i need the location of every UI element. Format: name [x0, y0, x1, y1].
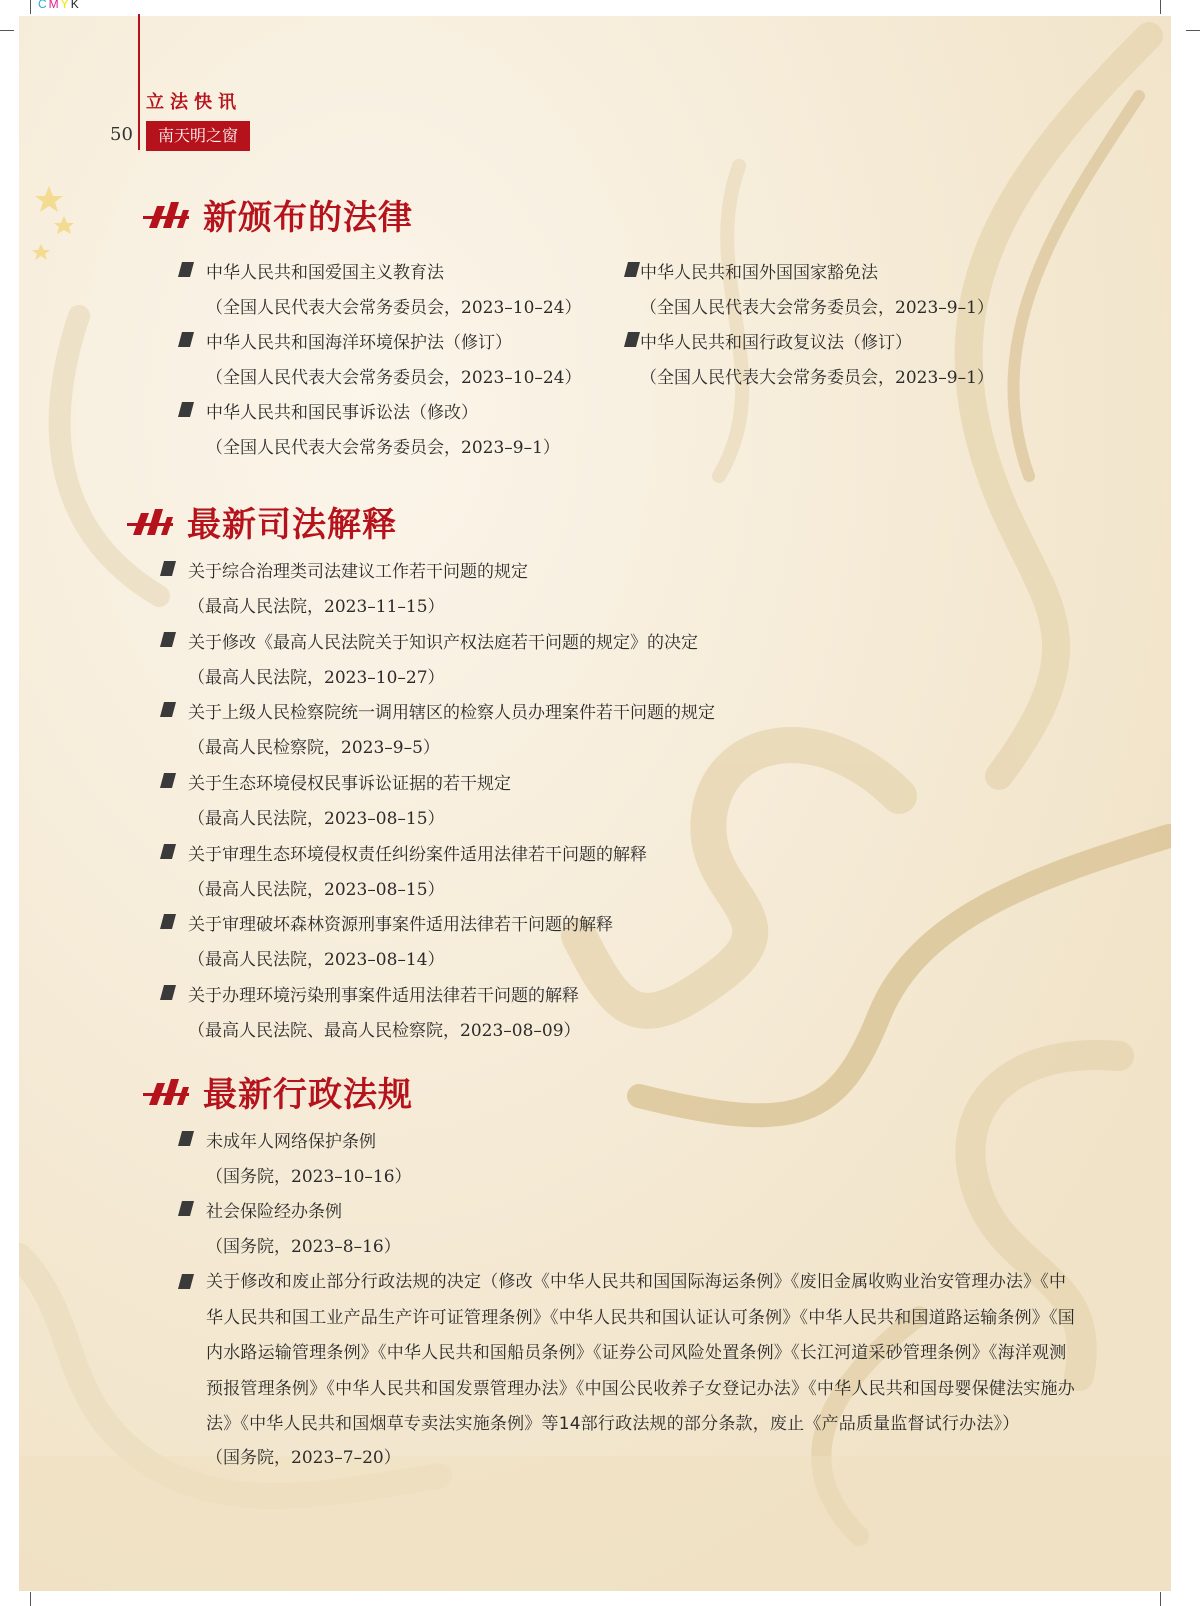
- item-title: 关于审理破坏森林资源刑事案件适用法律若干问题的解释: [188, 915, 613, 935]
- section-title-laws: [143, 190, 413, 239]
- bullet-icon: [160, 914, 176, 929]
- column-badge: 南天明之窗: [146, 121, 250, 151]
- section-slash-icon: [143, 1079, 189, 1105]
- bullet-icon: [178, 1274, 194, 1289]
- section-title-text: 最新行政法规: [203, 1075, 413, 1115]
- cmyk-registration-marks: CMYK: [38, 0, 81, 11]
- item-note: （全国人民代表大会常务委员会，2023–10–24）: [206, 368, 582, 388]
- item-note: （国务院，2023–10–16）: [206, 1167, 412, 1187]
- item-title: 关于上级人民检察院统一调用辖区的检察人员办理案件若干问题的规定: [188, 703, 715, 723]
- item-title: 关于修改《最高人民法院关于知识产权法庭若干问题的规定》的决定: [188, 633, 698, 653]
- section-title-text: 新颁布的法律: [203, 198, 413, 238]
- item-title: 中华人民共和国爱国主义教育法: [206, 263, 444, 283]
- item-title: 关于生态环境侵权民事诉讼证据的若干规定: [188, 774, 511, 794]
- item-title: 社会保险经办条例: [206, 1202, 342, 1222]
- bullet-icon: [160, 702, 176, 717]
- item-note: （全国人民代表大会常务委员会，2023–10–24）: [206, 298, 582, 318]
- item-title: 中华人民共和国海洋环境保护法（修订）: [206, 333, 512, 353]
- section-title-judicial: [127, 497, 397, 546]
- section-slash-icon: [143, 202, 189, 228]
- item-title: 关于办理环境污染刑事案件适用法律若干问题的解释: [188, 986, 579, 1006]
- bullet-icon: [160, 561, 176, 576]
- item-title: 中华人民共和国行政复议法（修订）: [640, 333, 912, 353]
- section-title-text: 最新司法解释: [187, 505, 397, 545]
- bullet-icon: [178, 332, 194, 347]
- section-slash-icon: [127, 509, 173, 535]
- bullet-icon: [178, 262, 194, 277]
- bullet-icon: [178, 1201, 194, 1216]
- item-title: 中华人民共和国民事诉讼法（修改）: [206, 403, 478, 423]
- item-title: 关于审理生态环境侵权责任纠纷案件适用法律若干问题的解释: [188, 845, 647, 865]
- item-note: （最高人民法院，2023–08–15）: [188, 809, 445, 829]
- bullet-icon: [624, 332, 640, 347]
- item-title: 关于综合治理类司法建议工作若干问题的规定: [188, 562, 528, 582]
- item-note: （最高人民法院，2023–10–27）: [188, 668, 445, 688]
- item-note: （最高人民法院，2023–11–15）: [188, 597, 445, 617]
- bullet-icon: [160, 632, 176, 647]
- item-note: （最高人民法院，2023–08–15）: [188, 880, 445, 900]
- column-kicker: 立法快讯: [146, 92, 242, 113]
- item-title: 未成年人网络保护条例: [206, 1132, 376, 1152]
- item-note: （最高人民法院、最高人民检察院，2023–08–09）: [188, 1021, 581, 1041]
- item-title: 中华人民共和国外国国家豁免法: [640, 263, 878, 283]
- item-title: 关于修改和废止部分行政法规的决定（修改《中华人民共和国国际海运条例》《废旧金属收购业治安管理办法》《中华人民共和国工业产品生产许可证管理条例》《中华人民共和国认证认可条例》《中华人民共和国道路运输条例》《国内水路运输管理条例》《中华人民共和国船员条例》《证券公司风险处置条例》《长江河道采砂管理条例》《海洋观测预报管理条例》《中华人民共和国发票管理办法》《中国公民收养子女登记办法》《中华人民共和国母婴保健法实施办法》《中华人民共和国烟草专卖法实施条例》等14部行政法规的部分条款，废止《产品质量监督试行办法》）: [206, 1272, 1075, 1434]
- bullet-icon: [178, 402, 194, 417]
- bullet-icon: [624, 262, 640, 277]
- item-note: （最高人民检察院，2023–9–5）: [188, 738, 440, 758]
- item-note: （全国人民代表大会常务委员会，2023–9–1）: [640, 368, 994, 388]
- item-note: （国务院，2023–7–20）: [206, 1448, 401, 1468]
- item-note: （全国人民代表大会常务委员会，2023–9–1）: [206, 438, 560, 458]
- bullet-icon: [160, 844, 176, 859]
- bullet-icon: [160, 985, 176, 1000]
- section-title-admin: [143, 1067, 413, 1116]
- item-note: （国务院，2023–8–16）: [206, 1237, 401, 1257]
- bullet-icon: [160, 773, 176, 788]
- item-note: （最高人民法院，2023–08–14）: [188, 950, 445, 970]
- page-number: 50: [110, 124, 133, 145]
- bullet-icon: [178, 1131, 194, 1146]
- item-note: （全国人民代表大会常务委员会，2023–9–1）: [640, 298, 994, 318]
